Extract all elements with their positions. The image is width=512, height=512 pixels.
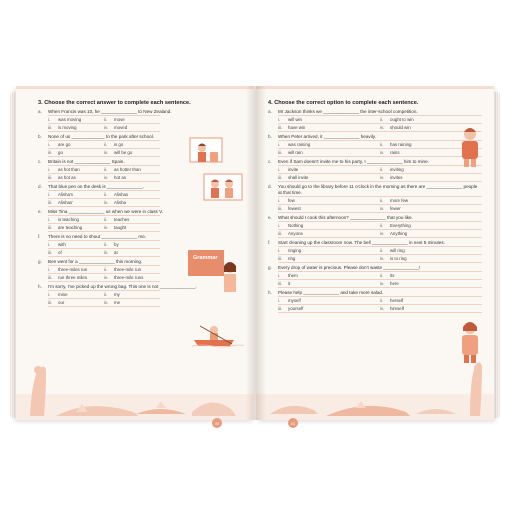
question-letter: b. [268,133,272,139]
answer-option[interactable] [48,166,104,174]
answer-options [278,140,482,157]
answer-option[interactable] [104,274,160,282]
right-bottom-decoration [256,356,494,420]
answer-option[interactable] [278,197,380,205]
option-text: will ring [390,247,405,253]
option-text: invites [390,174,403,180]
option-text: at [114,249,118,255]
option-text: as hot as [58,174,76,180]
answer-option[interactable] [380,222,482,230]
right-content [268,100,482,315]
option-text: few [288,197,295,203]
question-letter: d. [38,183,42,189]
option-number: ii. [380,141,384,147]
option-number: iv. [104,199,109,205]
question-right-f [268,240,482,263]
option-number: ii. [104,266,108,272]
answer-option[interactable] [104,149,160,157]
question-text [268,240,482,246]
option-number: iii. [48,224,53,230]
answer-options [278,271,482,288]
option-number: ii. [104,191,108,197]
option-number: i. [278,222,281,228]
question-letter: d. [268,183,272,189]
answer-option[interactable] [380,197,482,205]
option-number: iii. [278,280,283,286]
question-right-d [268,184,482,213]
option-number: ii. [380,116,384,122]
option-number: iii. [278,255,283,261]
option-number: iv. [380,124,385,130]
question-sentence: None of us _____________ to the park after school. [48,133,154,139]
answer-options [278,296,482,313]
option-text: rains [390,149,400,155]
left-top-strip [16,86,254,96]
option-number: iv. [380,174,385,180]
left-page [16,86,254,426]
option-text: its [390,272,395,278]
answer-option[interactable] [48,224,104,232]
giraffe-shape [30,367,46,416]
question-text [38,209,244,215]
answer-option[interactable] [104,249,160,257]
question-letter: g. [268,264,272,270]
option-text: Alisha's [58,191,73,197]
option-text: is go [114,141,124,147]
answer-option[interactable] [380,174,482,182]
option-text: moved [114,124,128,130]
answer-option[interactable] [48,149,104,157]
option-text: as hot than [58,166,80,172]
answer-option[interactable] [104,174,160,182]
answer-option[interactable] [48,241,104,249]
question-letter: a. [268,109,272,114]
answer-options [48,190,160,207]
answer-option[interactable] [380,255,482,263]
option-text: is to ring [390,255,407,261]
option-number: iii. [48,124,53,130]
option-text: should win [390,124,411,130]
option-text: our [58,299,65,305]
option-text: go [58,149,63,155]
answer-option[interactable] [48,141,104,149]
question-text [268,184,482,196]
answer-option[interactable] [104,299,160,307]
option-text: was moving [58,116,82,122]
option-number: iv. [104,174,109,180]
option-number: iv. [104,299,109,305]
answer-option[interactable] [278,149,380,157]
question-letter: h. [268,289,272,295]
question-text [268,265,482,271]
option-number: iv. [380,205,385,211]
answer-option[interactable] [380,280,482,288]
boy-with-suitcase-illustration [184,136,230,170]
answer-option[interactable] [104,266,160,274]
option-text: it [288,280,291,286]
question-right-e [268,215,482,238]
option-text: mine [58,291,68,297]
answer-option[interactable] [278,255,380,263]
question-letter: h. [38,283,42,289]
answer-options [48,265,160,282]
option-number: ii. [380,272,384,278]
option-text: by [114,241,119,247]
option-text: taught [114,224,127,230]
option-number: iv. [104,224,109,230]
option-number: iv. [104,249,109,255]
answer-option[interactable] [380,205,482,213]
option-text: ring [288,255,296,261]
question-text [38,234,244,240]
left-bottom-decoration [16,356,254,420]
answer-option[interactable] [278,272,380,280]
teacher-grammar-board-illustration [186,246,244,298]
option-number: ii. [104,216,108,222]
question-text [268,109,482,115]
question-sentence: Ben went for a ______________ this morning. [48,258,143,264]
question-right-b [268,134,482,157]
option-number: iv. [104,149,109,155]
answer-option[interactable] [48,299,104,307]
option-number: ii. [380,197,384,203]
option-number: i. [48,116,51,122]
option-text: is moving [58,124,77,130]
option-text: me [114,299,121,305]
option-text: invite [288,166,299,172]
boy-thinking-illustration [454,124,488,168]
question-sentence: Britain is not ______________ Spain. [48,158,125,164]
option-text: my [114,291,120,297]
option-number: iii. [48,149,53,155]
question-sentence: There is no need to shout ______________ me. [48,233,147,239]
option-number: iii. [48,249,53,255]
answer-option[interactable] [380,230,482,238]
question-letter: e. [38,208,42,214]
option-text: fewest [288,205,301,211]
option-number: iii. [278,124,283,130]
option-number: iii. [278,230,283,236]
question-letter: a. [38,109,42,114]
question-letter: f. [268,239,271,245]
option-number: iv. [380,255,385,261]
question-text [38,109,244,115]
option-number: i. [48,191,51,197]
option-text: myself [288,297,301,303]
question-letter: c. [268,158,272,164]
answer-option[interactable] [380,305,482,313]
answer-option[interactable] [104,291,160,299]
question-letter: c. [38,158,42,164]
answer-option[interactable] [380,297,482,305]
question-text [268,159,482,165]
question-text [268,215,482,221]
option-text: fewer [390,205,401,211]
option-number: iii. [278,149,283,155]
option-text: Anything [390,230,408,236]
answer-options [278,196,482,213]
answer-options [48,240,160,257]
right-top-strip [256,86,494,96]
option-number: ii. [380,297,384,303]
answer-option[interactable] [380,116,482,124]
option-number: iv. [380,305,385,311]
option-number: i. [278,297,281,303]
option-text: them [288,272,298,278]
answer-option[interactable] [48,116,104,124]
option-number: i. [278,197,281,203]
exercise-3-heading: 3. Choose the correct answer to complete each sentence. [38,100,191,106]
question-sentence: When Peter arrived, it ______________ heavily. [278,133,376,139]
option-number: iii. [278,174,283,180]
answer-option[interactable] [278,141,380,149]
exercise-4-heading: 4. Choose the correct option to complete each sentence. [268,100,419,106]
exercise-4-questions [268,109,482,313]
answer-option[interactable] [278,222,380,230]
answer-option[interactable] [278,297,380,305]
option-number: ii. [380,166,384,172]
option-number: i. [48,216,51,222]
answer-option[interactable] [104,216,160,224]
option-text: hot as [114,174,126,180]
answer-option[interactable] [48,266,104,274]
answer-option[interactable] [278,230,380,238]
option-text: ought to win [390,116,414,122]
question-left-a [38,109,244,132]
question-text [268,290,482,296]
answer-option[interactable] [104,241,160,249]
question-sentence: That blue pen on the desk is ______________. [48,183,145,189]
answer-options [48,215,160,232]
answer-options [48,165,160,182]
option-text: Nothing [288,222,304,228]
question-right-h [268,290,482,313]
answer-option[interactable] [104,224,160,232]
answer-options [278,246,482,263]
option-text: has raining [390,141,412,147]
option-text: Everything [390,222,411,228]
question-sentence: Even if Sam doesn't invite me to his party, I ______________ him to mine. [278,158,429,164]
option-number: iii. [48,174,53,180]
answer-option[interactable] [278,280,380,288]
question-text [268,134,482,140]
grammar-board-text: Grammar [193,255,218,261]
option-number: i. [278,141,281,147]
option-text: move [114,116,125,122]
option-text: of [58,249,62,255]
answer-option[interactable] [104,166,160,174]
option-number: i. [48,141,51,147]
answer-option[interactable] [278,205,380,213]
option-text: ringing [288,247,302,253]
answer-options [278,165,482,182]
answer-option[interactable] [380,247,482,255]
option-number: iv. [380,280,385,286]
answer-option[interactable] [48,124,104,132]
option-text: himself [390,305,404,311]
option-text: shall invite [288,174,309,180]
option-text: Alishas [114,191,129,197]
option-number: iii. [48,299,53,305]
question-right-g [268,265,482,288]
answer-option[interactable] [48,199,104,207]
option-text: Anyone [288,230,303,236]
option-number: iii. [48,199,53,205]
option-number: iii. [278,305,283,311]
answer-option[interactable] [278,174,380,182]
option-number: i. [48,266,51,272]
option-text: yourself [288,305,304,311]
question-right-a [268,109,482,132]
option-number: iii. [278,205,283,211]
option-number: ii. [380,247,384,253]
option-number: iv. [380,149,385,155]
question-right-c [268,159,482,182]
option-number: ii. [104,141,108,147]
option-text: will win [288,116,302,122]
option-number: iv. [104,274,109,280]
answer-option[interactable] [104,199,160,207]
answer-option[interactable] [104,141,160,149]
answer-option[interactable] [48,274,104,282]
answer-option[interactable] [278,124,380,132]
question-sentence: Please help ______________ and take more salad. [278,289,384,295]
question-letter: b. [38,133,42,139]
answer-options [48,290,160,307]
option-number: i. [48,166,51,172]
question-letter: e. [268,214,272,220]
option-number: ii. [104,116,108,122]
option-number: i. [48,241,51,247]
option-text: run three miles [58,274,88,280]
question-letter: g. [38,258,42,264]
option-number: i. [278,116,281,122]
option-text: Alisha [114,199,126,205]
answer-option[interactable] [48,174,104,182]
answer-option[interactable] [48,291,104,299]
option-text: more few [390,197,409,203]
option-text: with [58,241,66,247]
option-text: here [390,280,399,286]
option-text: three-mile run [114,266,142,272]
option-text: as hotter than [114,166,141,172]
answer-option[interactable] [104,116,160,124]
option-number: iv. [104,124,109,130]
answer-option[interactable] [380,272,482,280]
option-number: i. [48,291,51,297]
option-number: ii. [104,291,108,297]
option-text: teaches [114,216,130,222]
answer-option[interactable] [48,249,104,257]
answer-options [48,140,160,157]
question-sentence: Every drop of water is precious. Please don't waste ______________! [278,264,421,270]
answer-option[interactable] [48,191,104,199]
answer-option[interactable] [104,124,160,132]
option-text: are teaching [58,224,83,230]
question-sentence: When Francis was 10, he ______________ to New Zealand. [48,109,172,114]
question-sentence: Mr Jackson thinks we ______________ the inter-school competition. [278,109,418,114]
option-text: are go [58,141,71,147]
question-sentence: Start cleaning up the classroom now. The bell ______________ in next 5 minutes. [278,239,445,245]
answer-options [48,115,160,132]
option-text: three-miles run [58,266,88,272]
answer-option[interactable] [278,166,380,174]
question-letter: f. [38,233,41,239]
question-left-e [38,209,244,232]
right-page-number: 41 [288,418,298,428]
answer-options [278,115,482,132]
rowing-boat-illustration [192,322,244,348]
question-sentence: What should I cook this afternoon? ______________ that you like. [278,214,413,220]
children-park-illustration [202,172,244,204]
right-page [256,86,494,426]
answer-option[interactable] [278,116,380,124]
option-number: i. [278,247,281,253]
answer-options [278,221,482,238]
option-number: ii. [104,241,108,247]
option-number: i. [278,166,281,172]
option-text: will be go [114,149,133,155]
option-text: is teaching [58,216,79,222]
option-text: have win [288,124,306,130]
option-number: iv. [380,230,385,236]
answer-option[interactable] [48,216,104,224]
option-number: iii. [48,274,53,280]
option-text: Alishas' [58,199,73,205]
option-text: was raining [288,141,311,147]
left-page-number: 40 [212,418,222,428]
answer-option[interactable] [104,191,160,199]
option-text: herself [390,297,404,303]
option-text: inviting [390,166,404,172]
question-sentence: Miss Tina ______________ us when we were in class V. [48,208,163,214]
option-text: three-mile runs [114,274,144,280]
option-number: ii. [104,166,108,172]
question-sentence: You should go to the library before 11 o'clock in the morning as there are ______________ people at that time. [278,183,478,195]
option-number: i. [278,272,281,278]
option-text: will rain [288,149,303,155]
option-number: ii. [380,222,384,228]
answer-option[interactable] [278,305,380,313]
question-sentence: I'm sorry, I've picked up the wrong bag. This one is not ______________. [48,283,197,289]
answer-option[interactable] [278,247,380,255]
